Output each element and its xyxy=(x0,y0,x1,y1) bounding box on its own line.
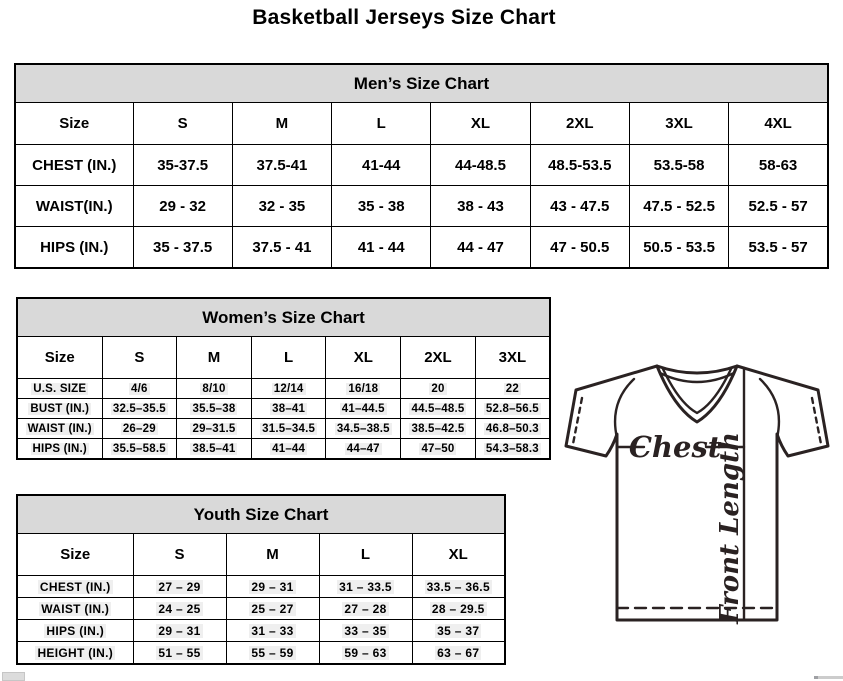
cell-value: 24 – 25 xyxy=(158,601,201,616)
table-title: Women’s Size Chart xyxy=(17,298,550,337)
cell-value: 53.5 - 57 xyxy=(748,238,808,256)
cell-value: 46.8–50.3 xyxy=(485,422,539,435)
row-label: HIPS (IN.) xyxy=(32,442,87,455)
cell-value: 20 xyxy=(431,382,445,395)
column-header: XL xyxy=(412,534,505,576)
column-header: L xyxy=(319,534,412,576)
row-label: CHEST (IN.) xyxy=(32,156,117,174)
column-header: Size xyxy=(17,337,102,379)
cell-value: 35 - 37.5 xyxy=(153,238,213,256)
cell-value: 54.3–58.3 xyxy=(485,442,539,455)
column-header: 2XL xyxy=(530,103,629,145)
cell-value: 47.5 - 52.5 xyxy=(643,197,715,215)
row-label: WAIST (IN.) xyxy=(27,422,92,435)
cell-value: 41–44 xyxy=(272,442,306,455)
cell-value: 44-48.5 xyxy=(455,156,506,174)
cell-value: 4/6 xyxy=(131,382,148,395)
column-header: 4XL xyxy=(729,103,828,145)
cell-value: 47 - 50.5 xyxy=(550,238,610,256)
table-title: Youth Size Chart xyxy=(17,495,505,534)
mens-size-table xyxy=(14,63,829,269)
table-row xyxy=(17,576,505,598)
table-row xyxy=(17,598,505,620)
table-row xyxy=(15,145,828,186)
cell-value: 31 – 33 xyxy=(251,623,294,638)
cell-value: 29–31.5 xyxy=(192,422,236,435)
right-armhole-seam xyxy=(760,379,779,438)
column-header: Size xyxy=(17,534,133,576)
table-row xyxy=(17,642,505,665)
cell-value: 41-44 xyxy=(362,156,401,174)
cell-value: 31 – 33.5 xyxy=(339,579,392,594)
cell-value: 44.5–48.5 xyxy=(411,402,465,415)
bottom-left-ui-fragment xyxy=(2,672,25,681)
cell-value: 8/10 xyxy=(202,382,226,395)
jersey-body-outline xyxy=(566,366,828,620)
cell-value: 59 – 63 xyxy=(344,645,387,660)
cell-value: 31.5–34.5 xyxy=(262,422,316,435)
cell-value: 38–41 xyxy=(272,402,306,415)
table-row xyxy=(15,227,828,269)
cell-value: 35 - 38 xyxy=(357,197,405,215)
cell-value: 35 – 37 xyxy=(437,623,480,638)
page-title: Basketball Jerseys Size Chart xyxy=(252,6,556,29)
cell-value: 47–50 xyxy=(421,442,455,455)
cell-value: 50.5 - 53.5 xyxy=(643,238,715,256)
column-header: 2XL xyxy=(401,337,476,379)
cell-value: 53.5-58 xyxy=(653,156,705,174)
cell-value: 41–44.5 xyxy=(341,402,385,415)
cell-value: 52.5 - 57 xyxy=(748,197,808,215)
cell-value: 32.5–35.5 xyxy=(112,402,166,415)
cell-value: 28 – 29.5 xyxy=(431,601,485,616)
jersey-measurement-diagram xyxy=(560,358,840,670)
column-header: 3XL xyxy=(475,337,550,379)
cell-value: 37.5-41 xyxy=(256,156,308,174)
cell-value: 51 – 55 xyxy=(158,645,201,660)
column-header: M xyxy=(232,103,331,145)
vneck-inner-line xyxy=(663,369,731,413)
cell-value: 34.5–38.5 xyxy=(336,422,390,435)
column-header: L xyxy=(251,337,326,379)
cell-value: 12/14 xyxy=(273,382,304,395)
cell-value: 25 – 27 xyxy=(251,601,294,616)
row-label: WAIST(IN.) xyxy=(35,197,113,215)
row-label: CHEST (IN.) xyxy=(39,579,111,594)
table-title: Men’s Size Chart xyxy=(15,64,828,103)
cell-value: 48.5-53.5 xyxy=(548,156,612,174)
table-row xyxy=(17,620,505,642)
column-header: XL xyxy=(431,103,530,145)
table-row xyxy=(17,379,550,399)
cell-value: 35.5–38 xyxy=(192,402,236,415)
chest-label: Chest xyxy=(628,430,722,464)
cell-value: 26–29 xyxy=(122,422,156,435)
cell-value: 29 – 31 xyxy=(251,579,294,594)
youth-size-table xyxy=(16,494,506,665)
cell-value: 35-37.5 xyxy=(157,156,209,174)
cell-value: 44 - 47 xyxy=(457,238,504,256)
cell-value: 33.5 – 36.5 xyxy=(426,579,490,594)
cell-value: 44–47 xyxy=(346,442,380,455)
cell-value: 33 – 35 xyxy=(344,623,387,638)
row-label: WAIST (IN.) xyxy=(41,601,110,616)
cell-value: 32 - 35 xyxy=(258,197,306,215)
front-length-label: Front Length xyxy=(715,432,745,624)
column-header: S xyxy=(102,337,177,379)
table-row xyxy=(15,186,828,227)
column-header: S xyxy=(133,534,226,576)
column-header: L xyxy=(332,103,431,145)
row-label: BUST (IN.) xyxy=(30,402,90,415)
row-label: HIPS (IN.) xyxy=(40,238,109,256)
cell-value: 38.5–42.5 xyxy=(411,422,465,435)
cell-value: 29 – 31 xyxy=(158,623,201,638)
cell-value: 35.5–58.5 xyxy=(112,442,166,455)
womens-size-table xyxy=(16,297,551,460)
table-row xyxy=(17,419,550,439)
table-row xyxy=(17,399,550,419)
cell-value: 37.5 - 41 xyxy=(252,238,312,256)
cell-value: 22 xyxy=(505,382,519,395)
cell-value: 38 - 43 xyxy=(457,197,504,215)
cell-value: 16/18 xyxy=(348,382,379,395)
cell-value: 52.8–56.5 xyxy=(485,402,539,415)
column-header: 3XL xyxy=(629,103,728,145)
cell-value: 58-63 xyxy=(758,156,798,174)
row-label: HIPS (IN.) xyxy=(46,623,105,638)
cell-value: 55 – 59 xyxy=(251,645,294,660)
column-header: XL xyxy=(326,337,401,379)
cell-value: 63 – 67 xyxy=(437,645,480,660)
column-header: Size xyxy=(15,103,133,145)
jersey-outline-svg xyxy=(560,358,840,670)
row-label: HEIGHT (IN.) xyxy=(37,645,114,660)
cell-value: 27 – 28 xyxy=(344,601,387,616)
collar-back-curve xyxy=(657,366,737,373)
cell-value: 38.5–41 xyxy=(192,442,236,455)
table-row xyxy=(17,439,550,460)
cell-value: 29 - 32 xyxy=(159,197,206,215)
cell-value: 41 - 44 xyxy=(357,238,405,256)
cell-value: 43 - 47.5 xyxy=(550,197,610,215)
column-header: M xyxy=(226,534,319,576)
row-label: U.S. SIZE xyxy=(33,382,87,395)
cell-value: 27 – 29 xyxy=(158,579,201,594)
column-header: M xyxy=(177,337,252,379)
column-header: S xyxy=(133,103,232,145)
